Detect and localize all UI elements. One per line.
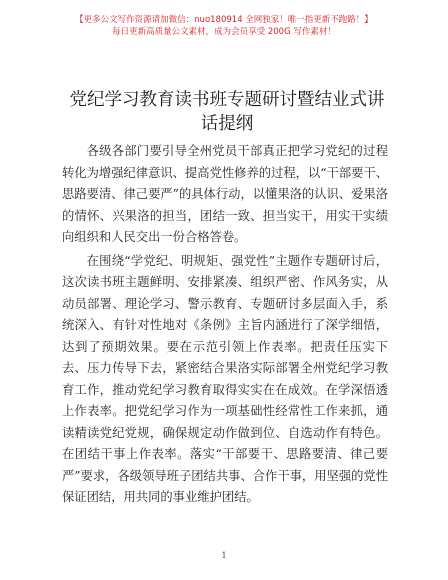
promo-banner-line-2: 每日更新高质量公文素材，成为会员享受 200G 写作素材！: [112, 27, 336, 37]
promo-banner-line-1: 【更多公文写作资源请加微信：nuo180914 全网独家！唯一指更新不跑路！】: [75, 15, 373, 25]
document-title: 党纪学习教育读书班专题研讨暨结业式讲话提纲: [69, 90, 385, 134]
body-paragraph-1: 各级各部门要引导全州党员干部真正把学习党纪的过程转化为增强纪律意识、提高党性修养的过程，以“干部要干、思路要清、律己要严”的具体行动，以懂果洛的认识、爱果洛的情怀、兴果洛的担当，团结一致、担当实干，用实干实绩向组织和人民交出一份合格答卷。: [62, 144, 389, 244]
page-number: 1: [221, 551, 227, 560]
promo-banner: [0, 14, 448, 38]
body-paragraph-2: 在围绕“学党纪、明规矩、强党性”主题作专题研讨后，这次读书班主题鲜明、安排紧凑、组织严密、作风务实，从动员部署、理论学习、警示教育、专题研讨多层面入手，系统深入、有针对性地对《条例》主旨内涵进行了深学细悟，达到了预期效果。要在示范引领上作表率。把责任压实下去、压力传导下去，紧密结合果洛实际部署全州党纪学习教育工作，推动党纪学习教育取得实实在在成效。在学深悟透上作表率。把党纪学习作为一项基础性经常性工作来抓，通读精读党纪党规，确保规定动作做到位、自选动作有特色。在团结干事上作表率。落实“干部要干、思路要清、律己要严”要求，各级领导班子团结共事、合作干事，用坚强的党性保证团结，用共同的事业维护团结。: [62, 253, 389, 504]
document-body: [62, 141, 388, 509]
